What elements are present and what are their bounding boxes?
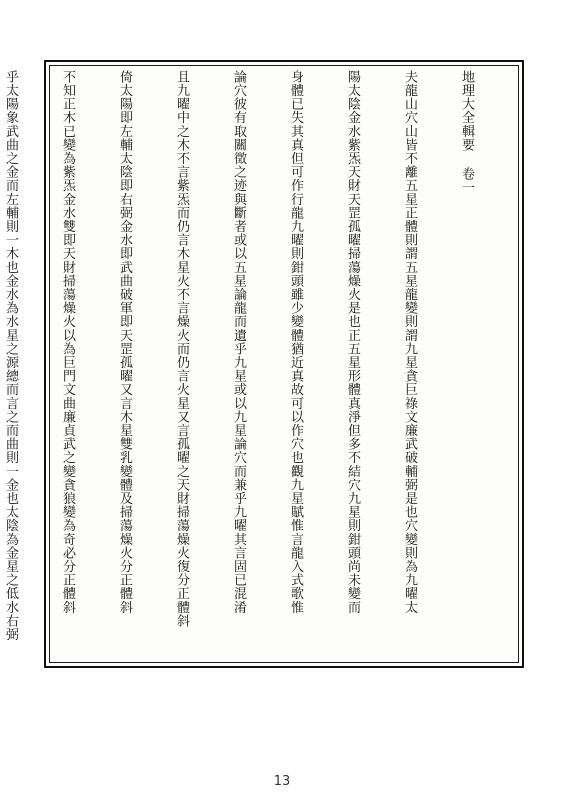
vertical-text-body	[3, 70, 514, 658]
text-column: 乎太陽象武曲之金而左輔則一木也金水為水星之源總而言之而曲則一金也太陰為金星之低水右弼	[3, 70, 18, 642]
text-column: 不知正木已變為紫炁金水雙即天財掃蕩燥火以為巨門文曲廉貞武之變貪狼變為奇必分正體斜	[60, 70, 75, 614]
text-column: 倚太陽即左輔太陰即右弼金水即武曲破軍即天罡孤曜又言木星雙乳變體及掃蕩燥火分正體斜	[117, 70, 132, 614]
text-column: 身體已失其真但可作行龍九曜則鉗頭雖少變體猶近真故可以作穴也觀九星賦惟言龍入式歌惟	[288, 70, 303, 614]
text-column: 陽太陰金水紫炁天財天罡孤曜掃蕩燥火是也正五星形體真淨但多不結穴九星則鉗頭尚未變而	[345, 70, 360, 614]
text-column: 且九曜中之木不言紫炁而仍言木星火不言燥火而仍言火星又言孤曜之天財掃蕩燥火復分正體斜	[174, 70, 189, 628]
page-number: 13	[273, 774, 291, 789]
text-column: 地理大全輯要 卷一	[459, 70, 474, 195]
text-column: 夫龍山穴山皆不離五星正體則謂五星龍變則謂九星貪巨祿文廉武破輔弼是也穴變則為九曜太	[402, 70, 417, 614]
text-column: 論穴彼有取關徵之迹與斷者或以五星論龍而遺乎九星或以九星論穴而兼乎九曜其言固已混淆	[231, 70, 246, 614]
page-frame	[3, 60, 524, 668]
